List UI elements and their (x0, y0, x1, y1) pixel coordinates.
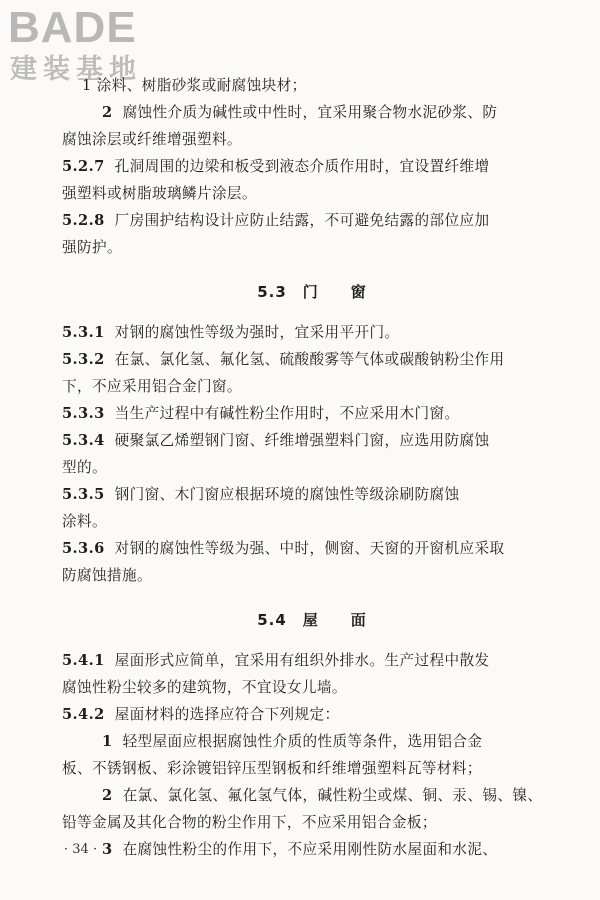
text-line: 涂料。 (62, 513, 107, 530)
clause-number: 5.4.2 (62, 706, 105, 723)
clause-text: 厂房围护结构设计应防止结露，不可避免结露的部位应加 (114, 212, 490, 229)
clause-text: 钢门窗、木门窗应根据环境的腐蚀性等级涂刷防腐蚀 (114, 486, 460, 503)
clause-number: 5.3.3 (62, 405, 105, 422)
clause-5-2-7 (62, 153, 562, 180)
clause-5-4-1 (62, 647, 562, 674)
clause-5-3-1 (62, 319, 562, 346)
clause-number: 5.3.1 (62, 324, 105, 341)
page-number: · 34 · (64, 842, 98, 857)
section-title-char: 门 (302, 283, 319, 301)
text-line: 型的。 (62, 459, 107, 476)
clause-5-4-2 (62, 701, 562, 728)
document-body (62, 72, 562, 863)
text-line: 强防护。 (62, 239, 122, 256)
section-title-char: 窗 (350, 283, 367, 301)
clause-text: 孔洞周围的边梁和板受到液态介质作用时，宜设置纤维增 (114, 158, 490, 175)
clause-number: 5.2.7 (62, 158, 105, 175)
clause-number: 5.3.5 (62, 486, 105, 503)
item-text: 在氯、氯化氢、氟化氢气体，碱性粉尘或煤、铜、汞、锡、镍、 (122, 787, 543, 804)
section-number: 5.4 (257, 611, 287, 629)
text-line: 腐蚀涂层或纤维增强塑料。 (62, 131, 242, 148)
clause-5-3-3 (62, 400, 562, 427)
clause-5-3-5 (62, 481, 562, 508)
clause-number: 5.3.6 (62, 540, 105, 557)
text-line: 下，不应采用铝合金门窗。 (62, 378, 242, 395)
text-line: 防腐蚀措施。 (62, 567, 152, 584)
clause-5-3-4 (62, 427, 562, 454)
text-line: 强塑料或树脂玻璃鳞片涂层。 (62, 185, 257, 202)
text-line: 铅等金属及其化合物的粉尘作用下，不应采用铝合金板； (62, 814, 437, 831)
clause-text: 对钢的腐蚀性等级为强、中时，侧窗、天窗的开窗机应采取 (114, 540, 505, 557)
clause-number: 5.3.2 (62, 351, 105, 368)
item-number: 1 (102, 733, 113, 750)
clause-5-2-8 (62, 207, 562, 234)
section-number: 5.3 (257, 283, 287, 301)
section-heading-5-3 (62, 279, 562, 305)
list-item (62, 728, 562, 755)
clause-5-3-6 (62, 535, 562, 562)
clause-text: 在氯、氯化氢、氟化氢、硫酸酸雾等气体或碳酸钠粉尘作用 (114, 351, 505, 368)
list-item (62, 99, 562, 126)
section-title-char: 面 (350, 611, 367, 629)
text-line: 腐蚀性粉尘较多的建筑物，不宜设女儿墙。 (62, 679, 347, 696)
text-line: 板、不锈钢板、彩涂镀铝锌压型钢板和纤维增强塑料瓦等材料； (62, 760, 482, 777)
section-title-char: 屋 (302, 611, 319, 629)
item-number: 2 (102, 787, 113, 804)
clause-5-3-2 (62, 346, 562, 373)
logo-wordmark: BADE (8, 3, 137, 52)
list-item (62, 782, 562, 809)
item-text: 腐蚀性介质为碱性或中性时，宜采用聚合物水泥砂浆、防 (122, 104, 498, 121)
clause-text: 硬聚氯乙烯塑钢门窗、纤维增强塑料门窗，应选用防腐蚀 (114, 432, 490, 449)
clause-number: 5.4.1 (62, 652, 105, 669)
item-number: 2 (102, 104, 113, 121)
item-text: 在腐蚀性粉尘的作用下，不应采用刚性防水屋面和水泥、 (122, 841, 498, 858)
section-heading-5-4 (62, 607, 562, 633)
clause-text: 当生产过程中有碱性粉尘作用时，不应采用木门窗。 (114, 405, 460, 422)
clause-text: 对钢的腐蚀性等级为强时，宜采用平开门。 (114, 324, 400, 341)
text-line: 1 涂料、树脂砂浆或耐腐蚀块材； (82, 77, 307, 94)
clause-text: 屋面形式应简单，宜采用有组织外排水。生产过程中散发 (114, 652, 490, 669)
item-number: 3 (102, 841, 113, 858)
clause-number: 5.2.8 (62, 212, 105, 229)
logo-subtitle: 建装基地 (10, 54, 142, 85)
clause-text: 屋面材料的选择应符合下列规定： (114, 706, 340, 723)
list-item (62, 836, 562, 863)
clause-number: 5.3.4 (62, 432, 105, 449)
item-text: 轻型屋面应根据腐蚀性介质的性质等条件，选用铝合金 (122, 733, 483, 750)
